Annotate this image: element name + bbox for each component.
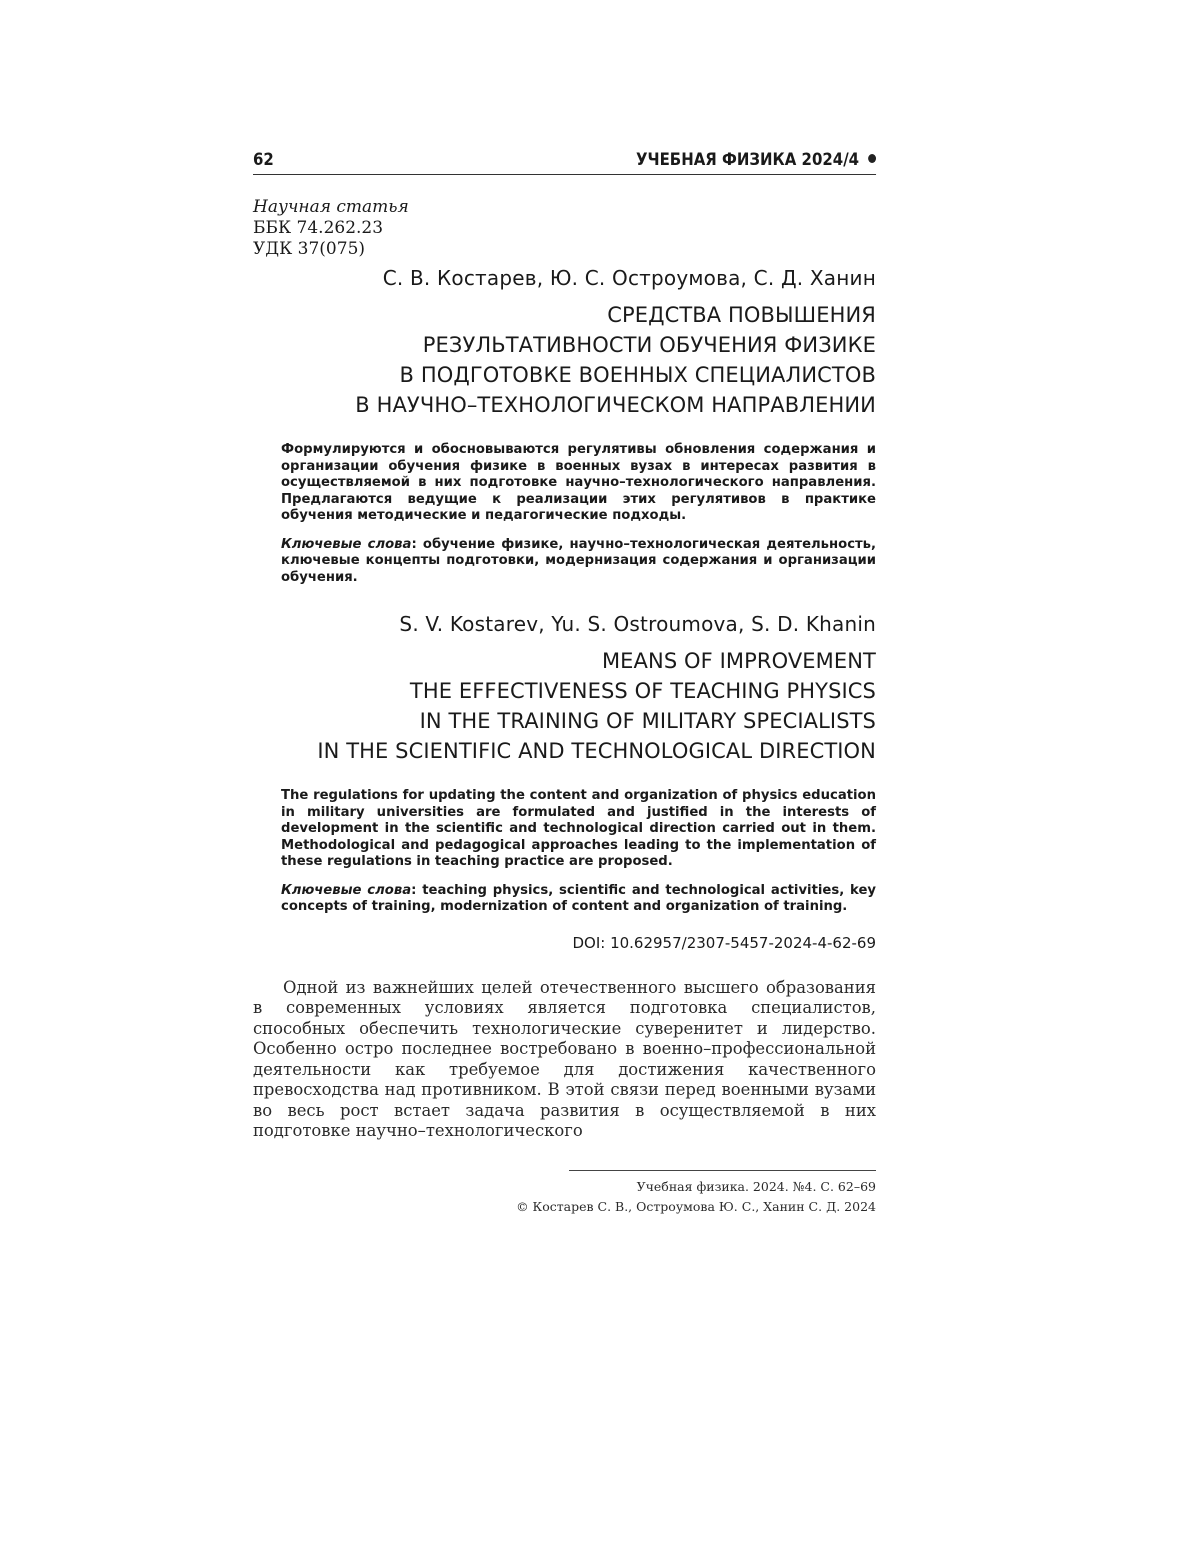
copyright: © Костарев С. В., Остроумова Ю. С., Ханин С. Д. 2024: [516, 1198, 876, 1214]
doi[interactable]: DOI: 10.62957/2307-5457-2024-4-62-69: [572, 933, 876, 952]
article-type: Научная статья: [253, 197, 409, 217]
title-ru: [253, 300, 876, 420]
title-line: СРЕДСТВА ПОВЫШЕНИЯ: [607, 303, 876, 327]
udk-code: УДК 37(075): [253, 239, 366, 259]
keywords-en: [281, 883, 876, 916]
authors-ru: С. В. Костарев, Ю. С. Остроумова, С. Д. Ханин: [382, 266, 876, 290]
journal-name: УЧЕБНАЯ ФИЗИКА 2024/4: [635, 150, 860, 170]
keywords-text: : обучение физике, научно–технологическая деятельность, ключевые концепты подготовки, модернизация содержания и организации обучения.: [281, 536, 877, 585]
page-number: 62: [253, 150, 274, 170]
title-line: В ПОДГОТОВКЕ ВОЕННЫХ СПЕЦИАЛИСТОВ: [399, 363, 876, 387]
keywords-text: : teaching physics, scientific and technological activities, key concepts of training, modernization of content and organization of training.: [281, 882, 876, 914]
title-line: IN THE SCIENTIFIC AND TECHNOLOGICAL DIRECTION: [317, 739, 876, 763]
title-line: РЕЗУЛЬТАТИВНОСТИ ОБУЧЕНИЯ ФИЗИКЕ: [422, 333, 876, 357]
title-en: [253, 646, 876, 766]
authors-en: S. V. Kostarev, Yu. S. Ostroumova, S. D. Khanin: [399, 612, 876, 636]
title-line: IN THE TRAINING OF MILITARY SPECIALISTS: [419, 709, 876, 733]
keywords-ru: [281, 537, 876, 587]
footnote: [253, 1177, 876, 1217]
abstract-ru: Формулируются и обосновываются регулятивы обновления содержания и организации обучения физике в военных вузах в интересах развития в осуществляемой в них подготовке научно–технологического направления. Предлагаются ведущие к реализации этих регулятивов в практике обучения методические и педагогические подходы.: [281, 442, 876, 523]
title-line: THE EFFECTIVENESS OF TEACHING PHYSICS: [409, 679, 876, 703]
citation: Учебная физика. 2024. №4. С. 62–69: [636, 1178, 876, 1194]
keywords-label: Ключевые слова: [281, 536, 412, 552]
keywords-label: Ключевые слова: [281, 882, 412, 898]
footnote-divider: [569, 1170, 876, 1171]
journal-title: [636, 150, 876, 170]
running-header: [253, 150, 876, 175]
abstract-en: The regulations for updating the content and organization of physics education in military universities are formulated and justified in the interests of development in the scientific and technological direction carried out in them. Methodological and pedagogical approaches leading to the implementation of these regulations in teaching practice are proposed.: [281, 788, 876, 869]
article-page: [253, 150, 876, 1217]
title-line: В НАУЧНО–ТЕХНОЛОГИЧЕСКОМ НАПРАВЛЕНИИ: [355, 393, 876, 417]
bullet-icon: [868, 154, 876, 163]
classification-block: [253, 197, 876, 260]
body-paragraph: Одной из важнейших целей отечественного высшего образования в современных условиях является подготовка специалистов, способных обеспечить технологические суверенитет и лидерство. Особенно остро последнее востребовано в военно–профессиональной деятельности как требуемое для достижения качественного превосходства над противником. В этой связи перед военными вузами во весь рост встает задача развития в осуществляемой в них подготовке научно–технологического: [253, 977, 876, 1140]
title-line: MEANS OF IMPROVEMENT: [601, 649, 876, 673]
bbk-code: ББК 74.262.23: [253, 218, 384, 238]
